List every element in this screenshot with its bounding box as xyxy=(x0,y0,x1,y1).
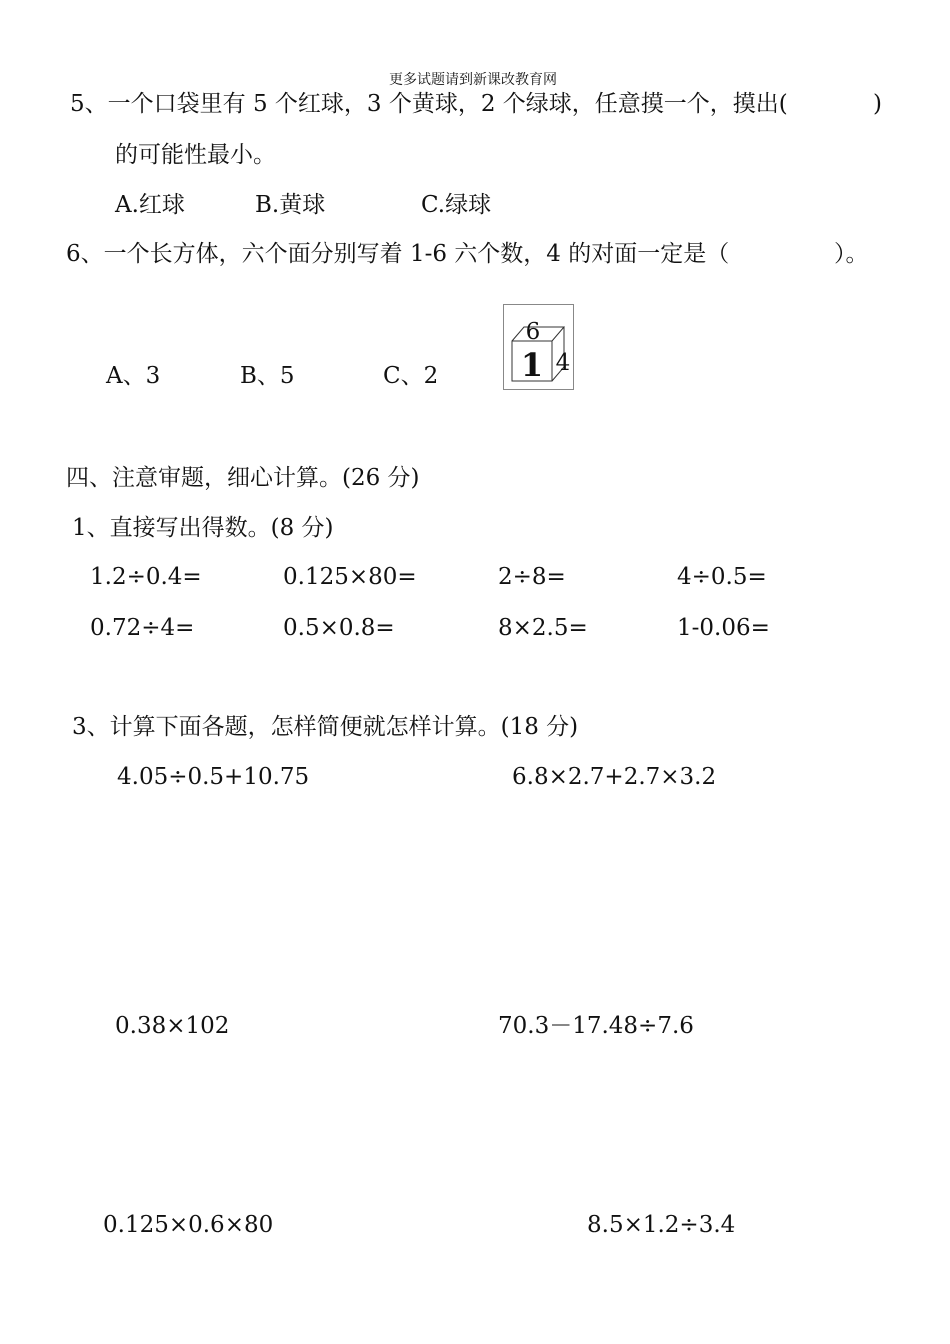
cube-figure xyxy=(503,304,574,390)
q5-stem-line1: 5、一个口袋里有 5 个红球，3 个黄球，2 个绿球，任意摸一个，摸出( xyxy=(70,91,788,117)
section4-sub1-title: 1、直接写出得数。(8 分) xyxy=(72,515,334,541)
cube-top-face-number: 6 xyxy=(525,319,541,345)
q5-option-c: C.绿球 xyxy=(421,192,492,218)
q6-option-a: A、3 xyxy=(106,363,161,389)
calc-problem: 0.38×102 xyxy=(115,1013,230,1039)
cube-front-face-number: 1 xyxy=(520,346,544,384)
calc-problem: 4.05÷0.5+10.75 xyxy=(117,764,310,790)
q5-option-a: A.红球 xyxy=(115,192,185,218)
calc-problem: 0.125×0.6×80 xyxy=(103,1212,274,1238)
section4-sub3-title: 3、计算下面各题，怎样简便就怎样计算。(18 分) xyxy=(72,714,579,740)
calc-problem: 8.5×1.2÷3.4 xyxy=(587,1212,736,1238)
q6-option-b: B、5 xyxy=(240,363,295,389)
mental-math-item: 1.2÷0.4= xyxy=(90,564,202,590)
q6-option-c: C、2 xyxy=(383,363,439,389)
header-watermark: 更多试题请到新课改教育网 xyxy=(389,72,557,88)
q5-option-b: B.黄球 xyxy=(255,192,326,218)
mental-math-item: 1-0.06= xyxy=(677,615,770,641)
mental-math-item: 0.125×80= xyxy=(283,564,417,590)
mental-math-item: 0.72÷4= xyxy=(90,615,195,641)
calc-problem: 6.8×2.7+2.7×3.2 xyxy=(512,764,717,790)
q5-paren-close: ) xyxy=(873,91,882,117)
q6-paren-close: ）。 xyxy=(834,241,869,267)
mental-math-item: 2÷8= xyxy=(498,564,566,590)
mental-math-item: 0.5×0.8= xyxy=(283,615,395,641)
section4-title: 四、注意审题，细心计算。(26 分) xyxy=(66,465,420,491)
cube-right-face-number: 4 xyxy=(555,350,571,376)
mental-math-item: 8×2.5= xyxy=(498,615,588,641)
q6-stem: 6、一个长方体，六个面分别写着 1-6 六个数，4 的对面一定是（ xyxy=(66,241,730,267)
mental-math-item: 4÷0.5= xyxy=(677,564,767,590)
calc-problem: 70.3－17.48÷7.6 xyxy=(498,1013,694,1039)
q5-stem-line2: 的可能性最小。 xyxy=(115,142,276,168)
